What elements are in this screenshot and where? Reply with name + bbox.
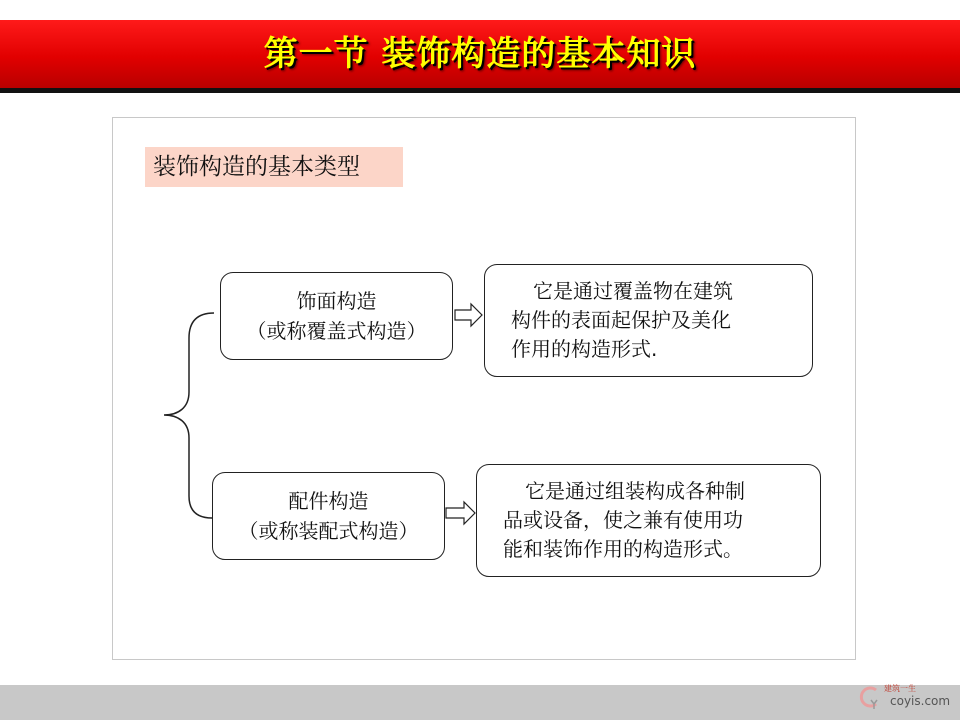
description-box-finish [484,264,813,377]
section-label: 装饰构造的基本类型 [145,147,403,187]
watermark-domain: coyis.com [890,694,951,708]
left-brace [164,313,214,518]
page-title: 第一节 装饰构造的基本知识 [263,34,697,74]
type-note: （或称装配式构造） [238,519,419,543]
description-line: 构件的表面起保护及美化 [511,308,731,332]
watermark-text: 建筑一生 [884,684,916,693]
description-line: 能和装饰作用的构造形式。 [503,537,743,561]
description-line: 它是通过覆盖物在建筑 [533,279,733,303]
description-line: 它是通过组装构成各种制 [525,479,745,503]
watermark-logo-icon [855,682,885,712]
arrow-bottom [446,502,475,524]
type-box-component [212,472,445,560]
description-box-component [476,464,821,577]
type-name: 饰面构造 [296,289,377,313]
arrow-top [455,304,482,326]
type-box-finish [220,272,453,360]
footer-bar [0,685,960,720]
type-note: （或称覆盖式构造） [246,319,427,343]
description-line: 作用的构造形式. [511,337,658,361]
type-name: 配件构造 [288,489,369,513]
description-line: 品或设备，使之兼有使用功 [503,508,743,532]
